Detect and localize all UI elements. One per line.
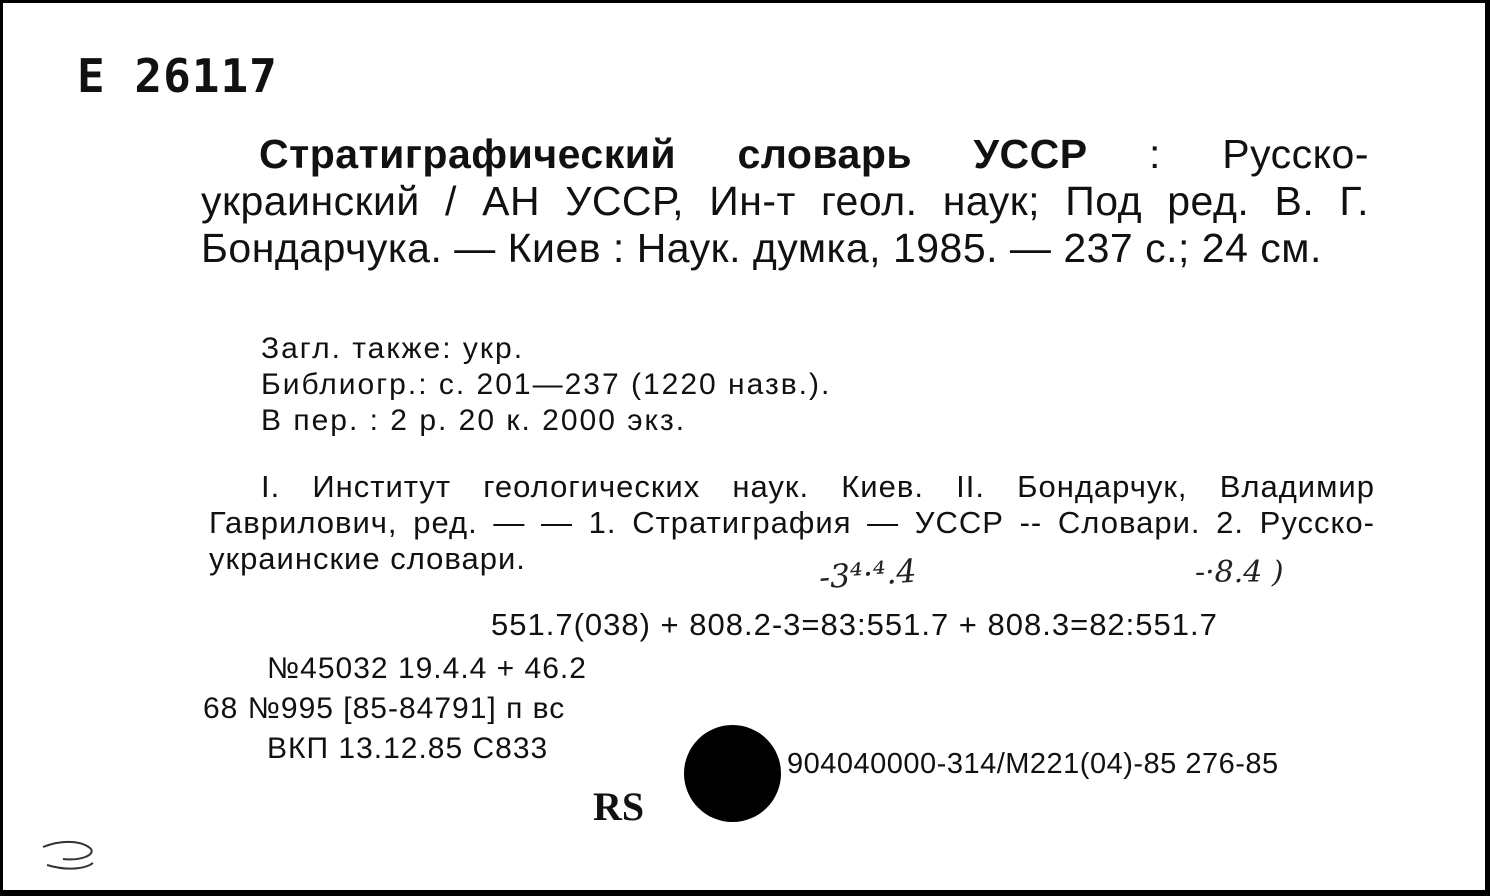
handwritten-note: -3⁴·⁴.4 (817, 551, 918, 597)
entry-title: Стратиграфический словарь УССР (259, 131, 1088, 177)
bibliographic-entry (201, 131, 1369, 272)
notes (261, 331, 831, 439)
handwritten-note: -·8.4 ) (1195, 555, 1284, 590)
order-line: ВКП 13.12.85 С833 (267, 732, 549, 765)
order-info (203, 649, 587, 769)
subject-tracings: I. Институт геологических наук. Киев. II. Бондарчук, Владимир Гаврилович, ред. — — 1. Стратиграфия — УССР -- Словари. 2. Русско-украинские словари. (209, 469, 1375, 576)
order-line: 68 №995 [85-84791] п вс (203, 692, 566, 725)
index-number: 904040000-314/М221(04)-85 276-85 (787, 748, 1279, 780)
note-line: В пер. : 2 р. 20 к. 2000 экз. (261, 404, 687, 437)
order-line: №45032 19.4.4 + 46.2 (267, 652, 587, 685)
call-number: Е 26117 (77, 49, 278, 103)
entry-description: : Русско-украинский / АН УССР, Ин-т геол. наук; Под ред. В. Г. Бондарчука. — Киев : Наук. думка, 1985. — 237 с.; 24 см. (201, 131, 1369, 271)
rs-stamp: RS (593, 784, 645, 829)
note-line: Библиогр.: с. 201—237 (1220 назв.). (261, 368, 832, 401)
black-dot-mark (684, 725, 781, 822)
classification-numbers: 551.7(038) + 808.2-3=83:551.7 + 808.3=82:551.7 (491, 607, 1218, 642)
catalog-card (3, 3, 1485, 890)
note-line: Загл. также: укр. (261, 332, 525, 365)
pencil-scribble-icon (33, 835, 103, 875)
